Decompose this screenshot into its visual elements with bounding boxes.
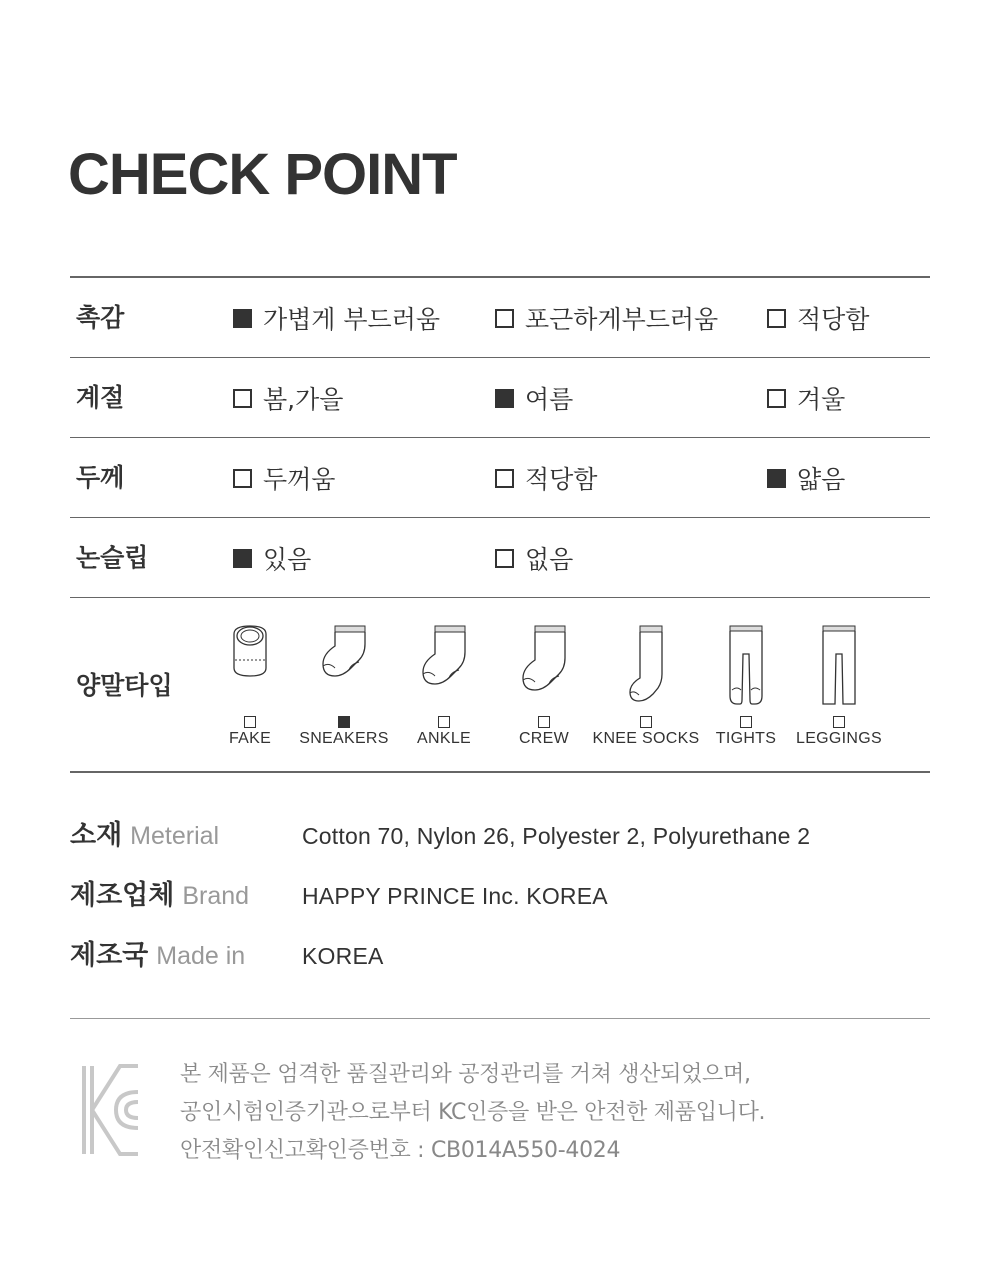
option-label: 없음: [525, 545, 574, 574]
spec-made-in: [70, 936, 930, 976]
spec-key-ko: 제조국: [70, 940, 149, 971]
sock-type-label: FAKE: [228, 730, 272, 747]
unchecked-box-icon: [767, 389, 786, 408]
sneakers-sock-icon: [319, 624, 369, 680]
spec-key: [70, 876, 249, 916]
page-title: CHECK POINT: [68, 142, 457, 207]
notice-line: 공인시험인증기관으로부터 KC인증을 받은 안전한 제품입니다.: [180, 1100, 766, 1125]
option-yes: [233, 518, 311, 598]
option-label: 포근하게부드러움: [525, 305, 719, 334]
option-moderate-thickness: [495, 438, 597, 518]
option-thick: [233, 438, 335, 518]
row-non-slip: [70, 518, 930, 598]
fake-sock-icon: [230, 624, 270, 680]
spec-material: [70, 816, 930, 856]
checked-box-icon: [495, 389, 514, 408]
checked-box-icon: [233, 549, 252, 568]
spec-value: HAPPY PRINCE Inc. KOREA: [302, 883, 608, 909]
option-label: 여름: [525, 385, 574, 414]
unchecked-box-icon: [538, 716, 550, 728]
option-label: 가볍게 부드러움: [263, 305, 440, 334]
checked-box-icon: [233, 309, 252, 328]
unchecked-box-icon: [767, 309, 786, 328]
unchecked-box-icon: [244, 716, 256, 728]
spec-key: [70, 936, 245, 976]
sock-type-label: KNEE SOCKS: [592, 730, 700, 747]
crew-sock-icon: [519, 624, 569, 694]
unchecked-box-icon: [233, 469, 252, 488]
option-winter: [767, 358, 845, 438]
row-thickness: [70, 438, 930, 518]
option-label: 있음: [263, 545, 312, 574]
sock-type-label: SNEAKERS: [299, 730, 389, 747]
tights-icon: [728, 624, 764, 708]
spec-key-en: Brand: [182, 882, 250, 910]
spec-key-ko: 제조업체: [70, 880, 175, 911]
kc-mark-icon: [80, 1062, 142, 1158]
option-light-soft: [233, 278, 440, 358]
unchecked-box-icon: [233, 389, 252, 408]
row-label: 촉감: [76, 303, 125, 332]
spec-brand: [70, 876, 930, 916]
row-label: 논슬립: [76, 543, 149, 572]
row-label: 계절: [76, 383, 125, 412]
sock-type-label: ANKLE: [417, 730, 471, 747]
spec-value: KOREA: [302, 943, 384, 969]
option-summer: [495, 358, 573, 438]
leggings-icon: [821, 624, 857, 708]
option-label: 적당함: [797, 305, 870, 334]
row-label: 양말타입: [76, 671, 173, 700]
option-label: 적당함: [525, 465, 598, 494]
certification-notice: [180, 1056, 940, 1170]
row-touch: [70, 278, 930, 358]
spec-key: [70, 816, 219, 856]
row-season: [70, 358, 930, 438]
unchecked-box-icon: [495, 309, 514, 328]
spec-key-en: Meterial: [130, 822, 220, 850]
option-label: 두꺼움: [263, 465, 336, 494]
unchecked-box-icon: [833, 716, 845, 728]
notice-line: 안전확인신고확인증번호 : CB014A550-4024: [180, 1138, 621, 1163]
unchecked-box-icon: [640, 716, 652, 728]
unchecked-box-icon: [438, 716, 450, 728]
spec-key-ko: 소재: [70, 820, 123, 851]
unchecked-box-icon: [495, 549, 514, 568]
checked-box-icon: [767, 469, 786, 488]
option-label: 봄,가을: [263, 385, 344, 414]
option-label: 겨울: [797, 385, 846, 414]
ankle-sock-icon: [419, 624, 469, 688]
option-thin: [767, 438, 845, 518]
option-spring-fall: [233, 358, 343, 438]
sock-type-leggings: [789, 598, 889, 773]
unchecked-box-icon: [740, 716, 752, 728]
sock-type-label: TIGHTS: [715, 730, 777, 747]
notice-line: 본 제품은 엄격한 품질관리와 공정관리를 거쳐 생산되었으며,: [180, 1062, 751, 1087]
unchecked-box-icon: [495, 469, 514, 488]
sock-type-label: LEGGINGS: [796, 730, 882, 747]
checked-box-icon: [338, 716, 350, 728]
option-cozy-soft: [495, 278, 718, 358]
knee-sock-icon: [626, 624, 666, 704]
option-label: 얇음: [797, 465, 846, 494]
sock-type-label: CREW: [518, 730, 570, 747]
section-divider: [70, 1018, 930, 1019]
spec-key-en: Made in: [156, 942, 246, 970]
spec-value: Cotton 70, Nylon 26, Polyester 2, Polyurethane 2: [302, 823, 811, 849]
check-point-table: [70, 276, 930, 773]
row-sock-type: [70, 598, 930, 773]
option-no: [495, 518, 573, 598]
row-label: 두께: [76, 463, 125, 492]
option-moderate: [767, 278, 869, 358]
